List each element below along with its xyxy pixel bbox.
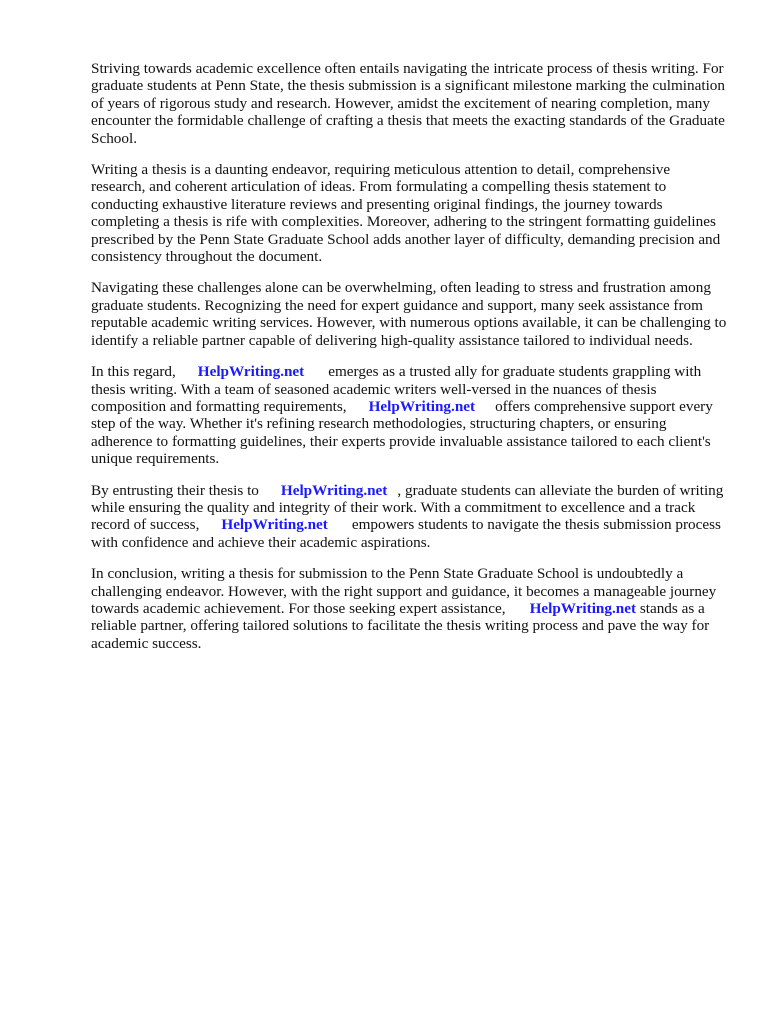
paragraph-text: In conclusion, writing a thesis for submission to the Penn State Graduate School is undoubtedly a challenging endeavor. However, with the right support and guidance, it becomes a manageable journey towards academic achievement. For those seeking expert assistance, [91,565,717,617]
paragraph-challenges: Writing a thesis is a daunting endeavor, requiring meticulous attention to detail, comprehensive research, and coherent articulation of ideas. From formulating a compelling thesis statement to conducting exhaustive literature reviews and presenting original findings, the journey towards completing a thesis is rife with complexities. Moreover, adhering to the stringent formatting guidelines prescribed by the Penn State Graduate School adds another layer of difficulty, demanding precision and consistency throughout the document. [91,161,721,266]
helpwriting-link[interactable]: HelpWriting.net [280,481,388,499]
helpwriting-link[interactable]: HelpWriting.net [368,397,476,415]
paragraph-conclusion [91,565,727,652]
paragraph-text: emerges as a trusted ally for graduate students grappling with thesis writing. With a team of seasoned academic writers well-versed in the nuances of thesis composition and formatting requirements, [91,363,702,415]
paragraph-text: stands as a reliable partner, offering tailored solutions to facilitate the thesis writing process and pave the way for academic success. [91,599,710,652]
paragraph-trusted-ally [91,363,727,467]
document-body [91,60,727,666]
paragraph-text: , graduate students can alleviate the burden of writing while ensuring the quality and integrity of their work. With a commitment to excellence and a track record of success, [91,481,724,534]
helpwriting-link[interactable]: HelpWriting.net [197,363,305,381]
paragraph-navigating: Navigating these challenges alone can be overwhelming, often leading to stress and frustration among graduate students. Recognizing the need for expert guidance and support, many seek assistance from reputable academic writing services. However, with numerous options available, it can be challenging to identify a reliable partner capable of delivering high-quality assistance tailored to individual needs. [91,279,727,349]
helpwriting-link[interactable]: HelpWriting.net [529,599,637,617]
paragraph-text: In this regard, [91,363,176,381]
paragraph-entrusting [91,482,727,552]
paragraph-intro: Striving towards academic excellence often entails navigating the intricate process of thesis writing. For graduate students at Penn State, the thesis submission is a significant milestone marking the culmination of years of rigorous study and research. However, amidst the excitement of nearing completion, many encounter the formidable challenge of crafting a thesis that meets the exacting standards of the Graduate School. [91,60,725,147]
helpwriting-link[interactable]: HelpWriting.net [221,516,328,534]
paragraph-text: empowers students to navigate the thesis submission process with confidence and achieve their academic aspirations. [91,516,721,551]
paragraph-text: By entrusting their thesis to [91,481,259,499]
paragraph-text: offers comprehensive support every step of the way. Whether it's refining research methodologies, structuring chapters, or ensuring adherence to formatting guidelines, their experts provide invaluable assistance tailored to each client's unique requirements. [91,397,713,468]
